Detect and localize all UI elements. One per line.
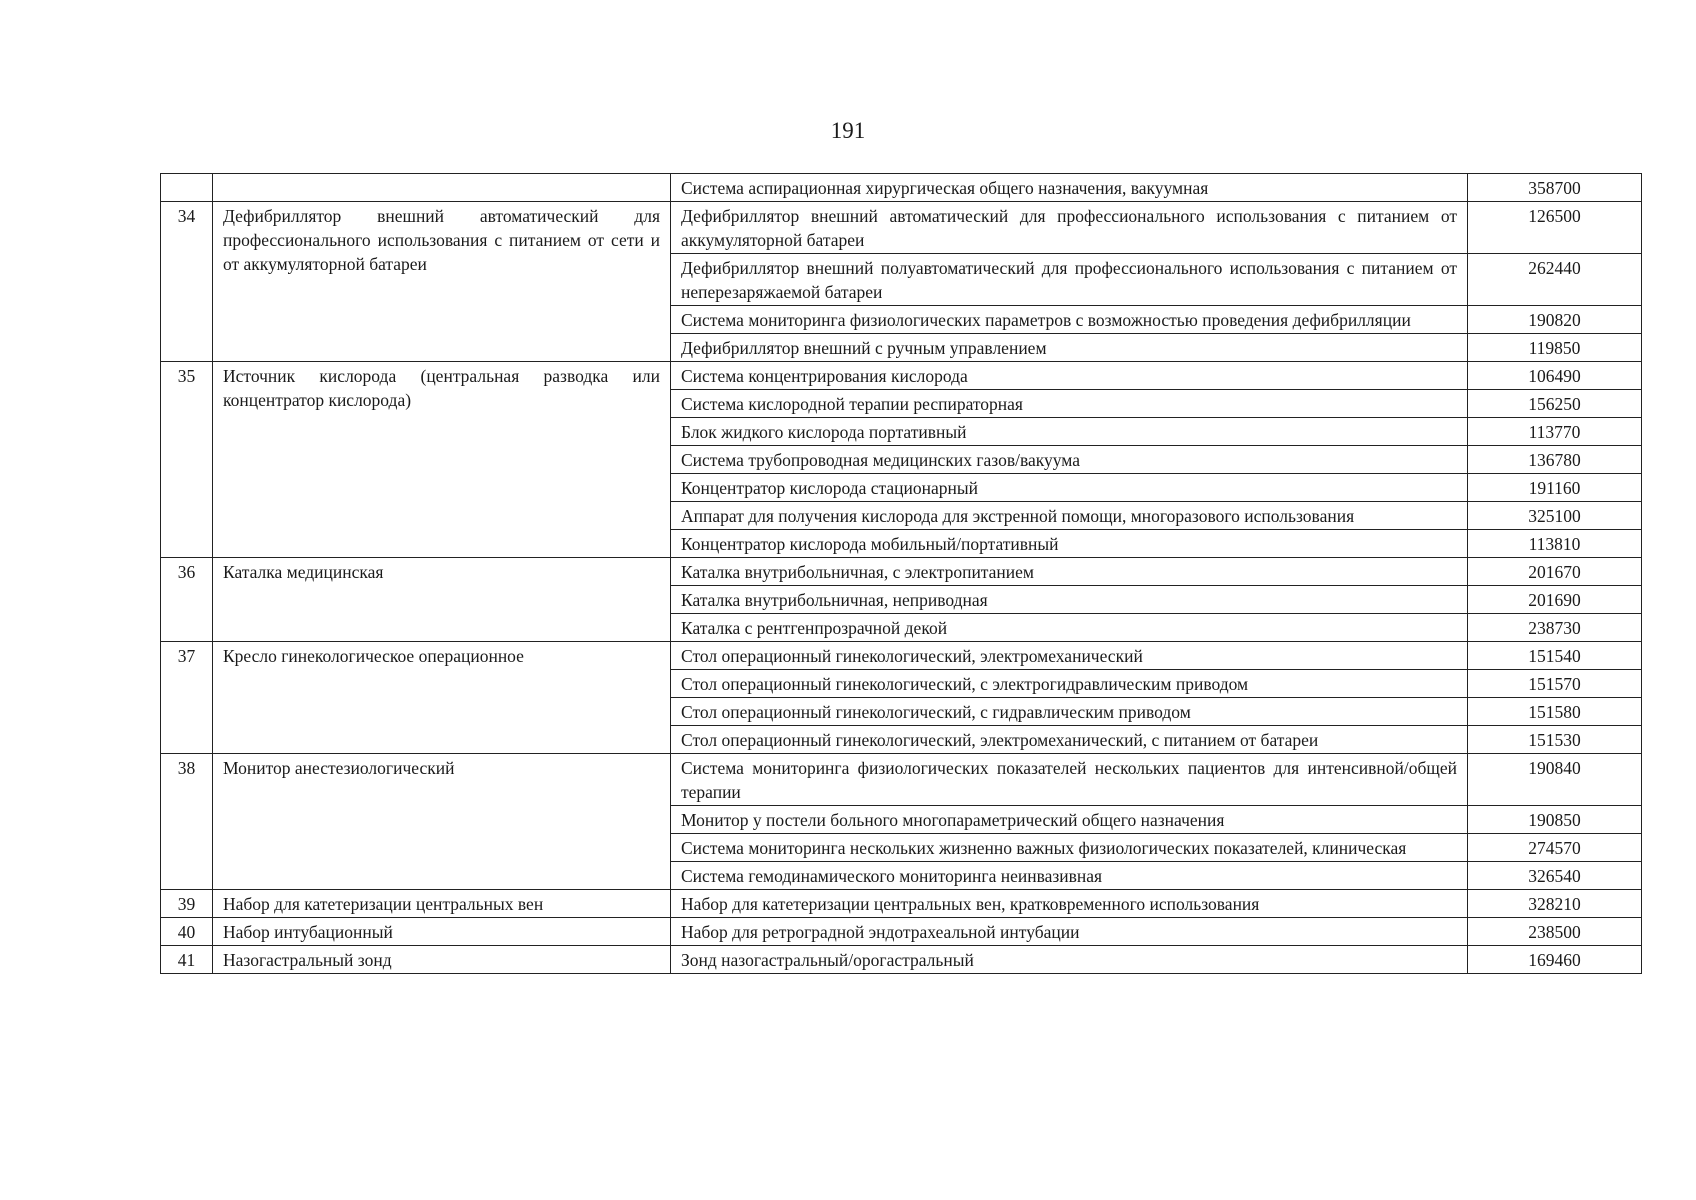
device-code-cell: 151580 [1468,698,1642,726]
table-row [161,890,1642,918]
device-code-cell: 151540 [1468,642,1642,670]
device-type-cell: Дефибриллятор внешний полуавтоматический для профессионального использования с питанием от неперезаряжаемой батареи [671,254,1468,306]
device-code-cell: 156250 [1468,390,1642,418]
row-number-cell: 40 [161,918,213,946]
device-type-cell: Блок жидкого кислорода портативный [671,418,1468,446]
device-code-cell: 326540 [1468,862,1642,890]
device-type-cell: Набор для ретроградной эндотрахеальной интубации [671,918,1468,946]
row-number-cell: 41 [161,946,213,974]
row-number-cell [161,174,213,202]
device-code-cell: 325100 [1468,502,1642,530]
device-code-cell: 238730 [1468,614,1642,642]
table-row [161,946,1642,974]
equipment-table [160,173,1642,974]
device-code-cell: 201670 [1468,558,1642,586]
device-type-cell: Каталка внутрибольничная, с электропитанием [671,558,1468,586]
equipment-name-cell: Набор для катетеризации центральных вен [213,890,671,918]
device-code-cell: 151570 [1468,670,1642,698]
device-type-cell: Система мониторинга физиологических параметров с возможностью проведения дефибрилляции [671,306,1468,334]
device-code-cell: 190820 [1468,306,1642,334]
table-row [161,202,1642,254]
device-type-cell: Система мониторинга нескольких жизненно важных физиологических показателей, клиническая [671,834,1468,862]
device-type-cell: Набор для катетеризации центральных вен, кратковременного использования [671,890,1468,918]
device-code-cell: 113810 [1468,530,1642,558]
device-code-cell: 190840 [1468,754,1642,806]
device-code-cell: 238500 [1468,918,1642,946]
device-code-cell: 190850 [1468,806,1642,834]
device-type-cell: Стол операционный гинекологический, электромеханический [671,642,1468,670]
device-type-cell: Система мониторинга физиологических показателей нескольких пациентов для интенсивной/общей терапии [671,754,1468,806]
device-type-cell: Система гемодинамического мониторинга неинвазивная [671,862,1468,890]
device-type-cell: Концентратор кислорода стационарный [671,474,1468,502]
device-type-cell: Стол операционный гинекологический, с гидравлическим приводом [671,698,1468,726]
device-type-cell: Концентратор кислорода мобильный/портативный [671,530,1468,558]
equipment-name-cell: Назогастральный зонд [213,946,671,974]
device-code-cell: 113770 [1468,418,1642,446]
equipment-name-cell: Монитор анестезиологический [213,754,671,890]
device-type-cell: Стол операционный гинекологический, с электрогидравлическим приводом [671,670,1468,698]
device-code-cell: 126500 [1468,202,1642,254]
device-code-cell: 201690 [1468,586,1642,614]
table-row [161,754,1642,806]
device-type-cell: Дефибриллятор внешний с ручным управлением [671,334,1468,362]
device-code-cell: 151530 [1468,726,1642,754]
table-row [161,558,1642,586]
row-number-cell: 34 [161,202,213,362]
device-code-cell: 119850 [1468,334,1642,362]
device-code-cell: 328210 [1468,890,1642,918]
row-number-cell: 39 [161,890,213,918]
device-code-cell: 191160 [1468,474,1642,502]
device-type-cell: Каталка с рентгенпрозрачной декой [671,614,1468,642]
device-code-cell: 136780 [1468,446,1642,474]
device-code-cell: 262440 [1468,254,1642,306]
row-number-cell: 35 [161,362,213,558]
device-type-cell: Система трубопроводная медицинских газов/вакуума [671,446,1468,474]
device-type-cell: Система концентрирования кислорода [671,362,1468,390]
device-type-cell: Зонд назогастральный/орогастральный [671,946,1468,974]
equipment-name-cell: Набор интубационный [213,918,671,946]
table-row [161,174,1642,202]
page-number: 191 [830,118,866,143]
device-code-cell: 274570 [1468,834,1642,862]
equipment-table-body [161,174,1642,974]
device-type-cell: Дефибриллятор внешний автоматический для профессионального использования с питанием от аккумуляторной батареи [671,202,1468,254]
table-row [161,362,1642,390]
equipment-name-cell [213,174,671,202]
device-type-cell: Система кислородной терапии респираторная [671,390,1468,418]
device-code-cell: 358700 [1468,174,1642,202]
table-row [161,918,1642,946]
device-type-cell: Аппарат для получения кислорода для экстренной помощи, многоразового использования [671,502,1468,530]
device-type-cell: Стол операционный гинекологический, электромеханический, с питанием от батареи [671,726,1468,754]
device-type-cell: Каталка внутрибольничная, неприводная [671,586,1468,614]
row-number-cell: 37 [161,642,213,754]
equipment-name-cell: Дефибриллятор внешний автоматический для профессионального использования с питанием от сети и от аккумуляторной батареи [213,202,671,362]
equipment-name-cell: Источник кислорода (центральная разводка или концентратор кислорода) [213,362,671,558]
equipment-name-cell: Кресло гинекологическое операционное [213,642,671,754]
device-type-cell: Система аспирационная хирургическая общего назначения, вакуумная [671,174,1468,202]
row-number-cell: 38 [161,754,213,890]
row-number-cell: 36 [161,558,213,642]
equipment-name-cell: Каталка медицинская [213,558,671,642]
device-code-cell: 106490 [1468,362,1642,390]
table-row [161,642,1642,670]
device-code-cell: 169460 [1468,946,1642,974]
device-type-cell: Монитор у постели больного многопараметрический общего назначения [671,806,1468,834]
